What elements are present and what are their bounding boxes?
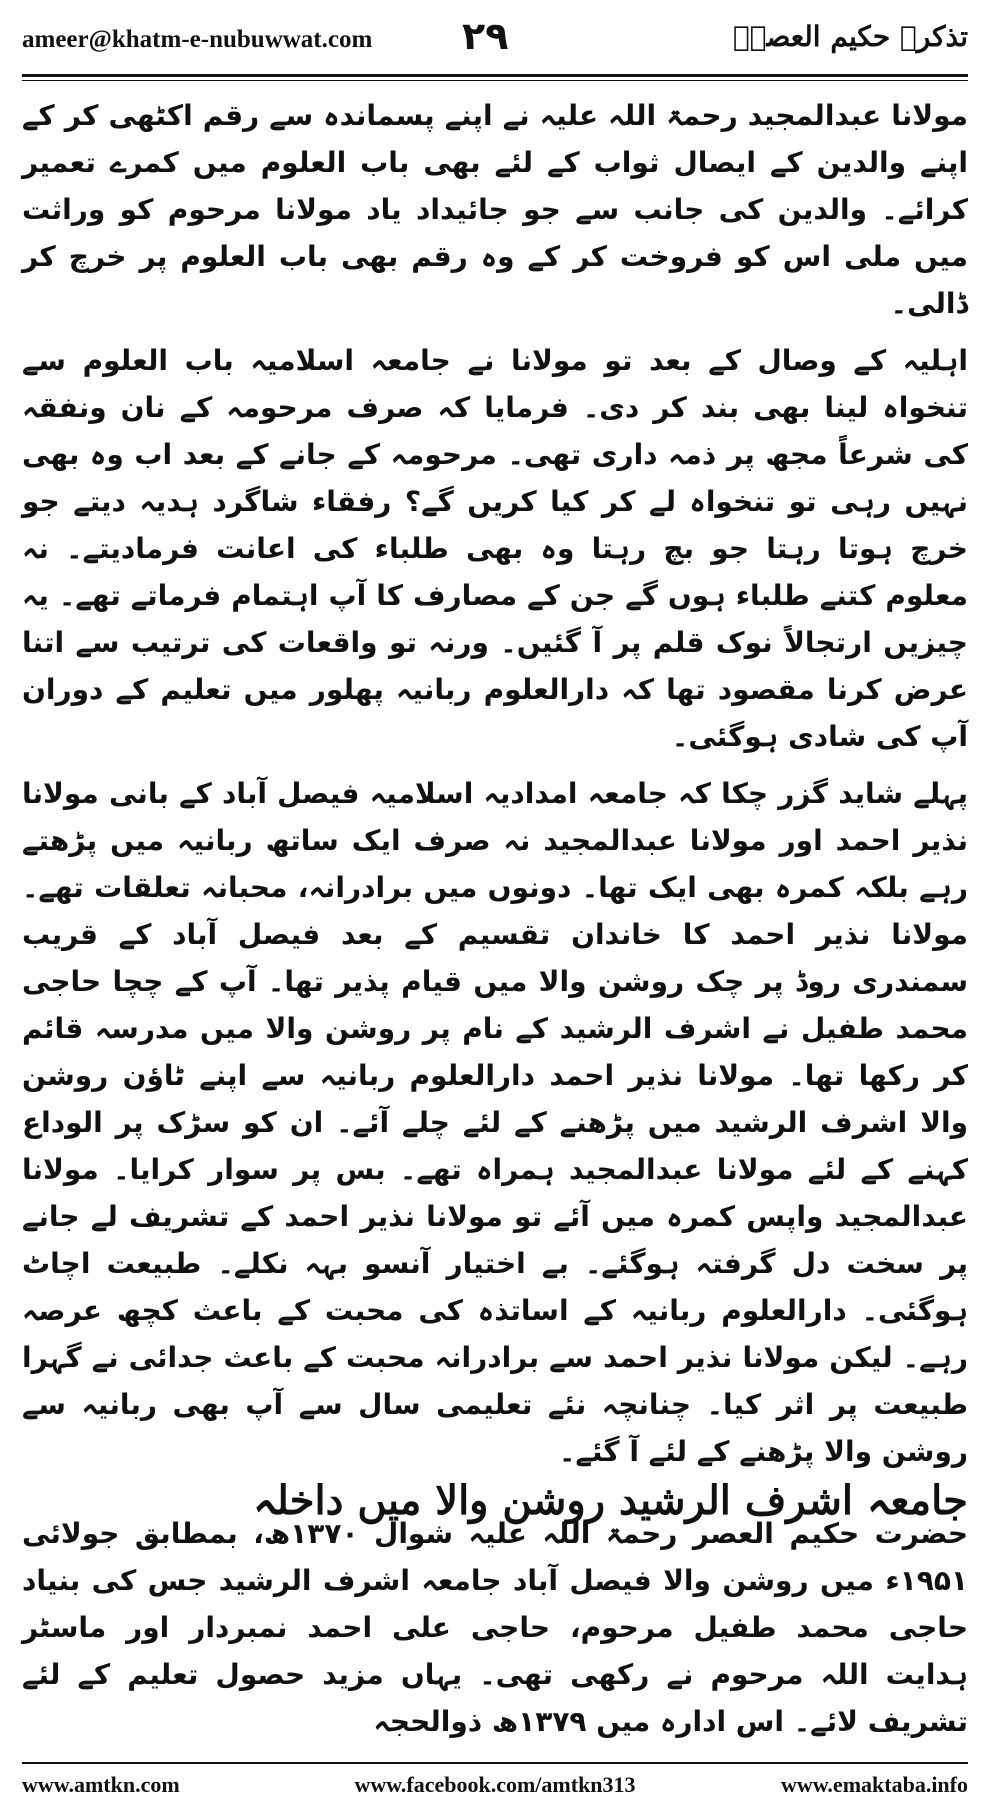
header-email: ameer@khatm-e-nubuwwat.com (22, 26, 373, 53)
footer-rule (22, 1762, 968, 1764)
footer-link-emaktaba[interactable]: www.emaktaba.info (780, 1772, 968, 1797)
header-rule (22, 74, 968, 77)
section-heading: جامعہ اشرف الرشید روشن والا میں داخلہ (253, 1477, 968, 1525)
body-text (22, 92, 968, 1475)
section-paragraph: حضرت حکیم العصر رحمۃ اللہ علیہ شوال ۱۳۷۰ھ، بمطابق جولائی ۱۹۵۱ء میں روشن والا فیصل آباد جامعہ اشرف الرشید جس کی بنیاد حاجی محمد طفیل مرحوم، حاجی علی احمد نمبردار اور ماسٹر ہدایت اللہ مرحوم نے رکھی تھی۔ یہاں مزید حصول تعلیم کے لئے تشریف لائے۔ اس ادارہ میں ۱۳۷۹ھ ذوالحجہ (22, 1517, 968, 1738)
paragraph-3: پہلے شاید گزر چکا کہ جامعہ امدادیہ اسلامیہ فیصل آباد کے بانی مولانا نذیر احمد اور مولانا عبدالمجید نہ صرف ایک ساتھ ربانیہ میں پڑھتے رہے بلکہ کمرہ بھی ایک تھا۔ دونوں میں برادرانہ، محبانہ تعلقات تھے۔ مولانا نذیر احمد کا خاندان تقسیم کے بعد فیصل آباد کے قریب سمندری روڈ پر چک روشن والا میں قیام پذیر تھا۔ آپ کے چچا حاجی محمد طفیل نے اشرف الرشید کے نام پر روشن والا میں مدرسہ قائم کر رکھا تھا۔ مولانا نذیر احمد دارالعلوم ربانیہ سے اپنے ٹاؤن روشن والا اشرف الرشید میں پڑھنے کے لئے چلے آئے۔ ان کو سڑک پر الوداع کہنے کے لئے مولانا عبدالمجید ہمراہ تھے۔ بس پر سوار کرایا۔ مولانا عبدالمجید واپس کمرہ میں آئے تو مولانا نذیر احمد کے تشریف لے جانے پر سخت دل گرفتہ ہوگئے۔ بے اختیار آنسو بہہ نکلے۔ طبیعت اچاٹ ہوگئی۔ دارالعلوم ربانیہ کے اساتذہ کی محبت کے باعث کچھ عرصہ رہے۔ لیکن مولانا نذیر احمد سے برادرانہ محبت کے باعث جدائی نے گہرا طبیعت پر اثر کیا۔ چنانچہ نئے تعلیمی سال سے آپ بھی ربانیہ سے روشن والا پڑھنے کے لئے آ گئے۔ (22, 777, 968, 1468)
header-rule-thin (22, 80, 968, 81)
page-footer (22, 1772, 968, 1802)
footer-link-facebook[interactable]: www.facebook.com/amtkn313 (354, 1772, 636, 1797)
paragraph-1: مولانا عبدالمجید رحمۃ اللہ علیہ نے اپنے پسماندہ سے رقم اکٹھی کر کے اپنے والدین کے ایصال ثواب کے لئے بھی باب العلوم میں کمرے تعمیر کرائے۔ والدین کی جانب سے جو جائیداد یاد مولانا مرحوم کو وراثت میں ملی اس کو فروخت کر کے وہ رقم بھی باب العلوم پر خرچ کر ڈالی۔ (22, 99, 968, 320)
page-number: ۲۹ (462, 14, 509, 58)
section-text (22, 1510, 968, 1745)
footer-link-amtkn[interactable]: www.amtkn.com (22, 1772, 180, 1797)
book-title: تذکرہ حکیم العصرؒ (732, 20, 968, 53)
page-header (22, 14, 968, 72)
paragraph-2: اہلیہ کے وصال کے بعد تو مولانا نے جامعہ اسلامیہ باب العلوم سے تنخواہ لینا بھی بند کر دی۔ فرمایا کہ صرف مرحومہ کے نان ونفقہ کی شرعاً مجھ پر ذمہ داری تھی۔ مرحومہ کے جانے کے بعد اب وہ بھی نہیں رہی تو تنخواہ لے کر کیا کریں گے؟ رفقاء شاگرد ہدیہ دیتے جو خرچ ہوتا رہتا جو بچ رہتا وہ بھی طلباء کی اعانت فرمادیتے۔ نہ معلوم کتنے طلباء ہوں گے جن کے مصارف کا آپ اہتمام فرماتے تھے۔ یہ چیزیں ارتجالاً نوک قلم پر آ گئیں۔ ورنہ تو واقعات کی ترتیب سے اتنا عرض کرنا مقصود تھا کہ دارالعلوم ربانیہ پھلور میں تعلیم کے دوران آپ کی شادی ہوگئی۔ (22, 344, 968, 753)
